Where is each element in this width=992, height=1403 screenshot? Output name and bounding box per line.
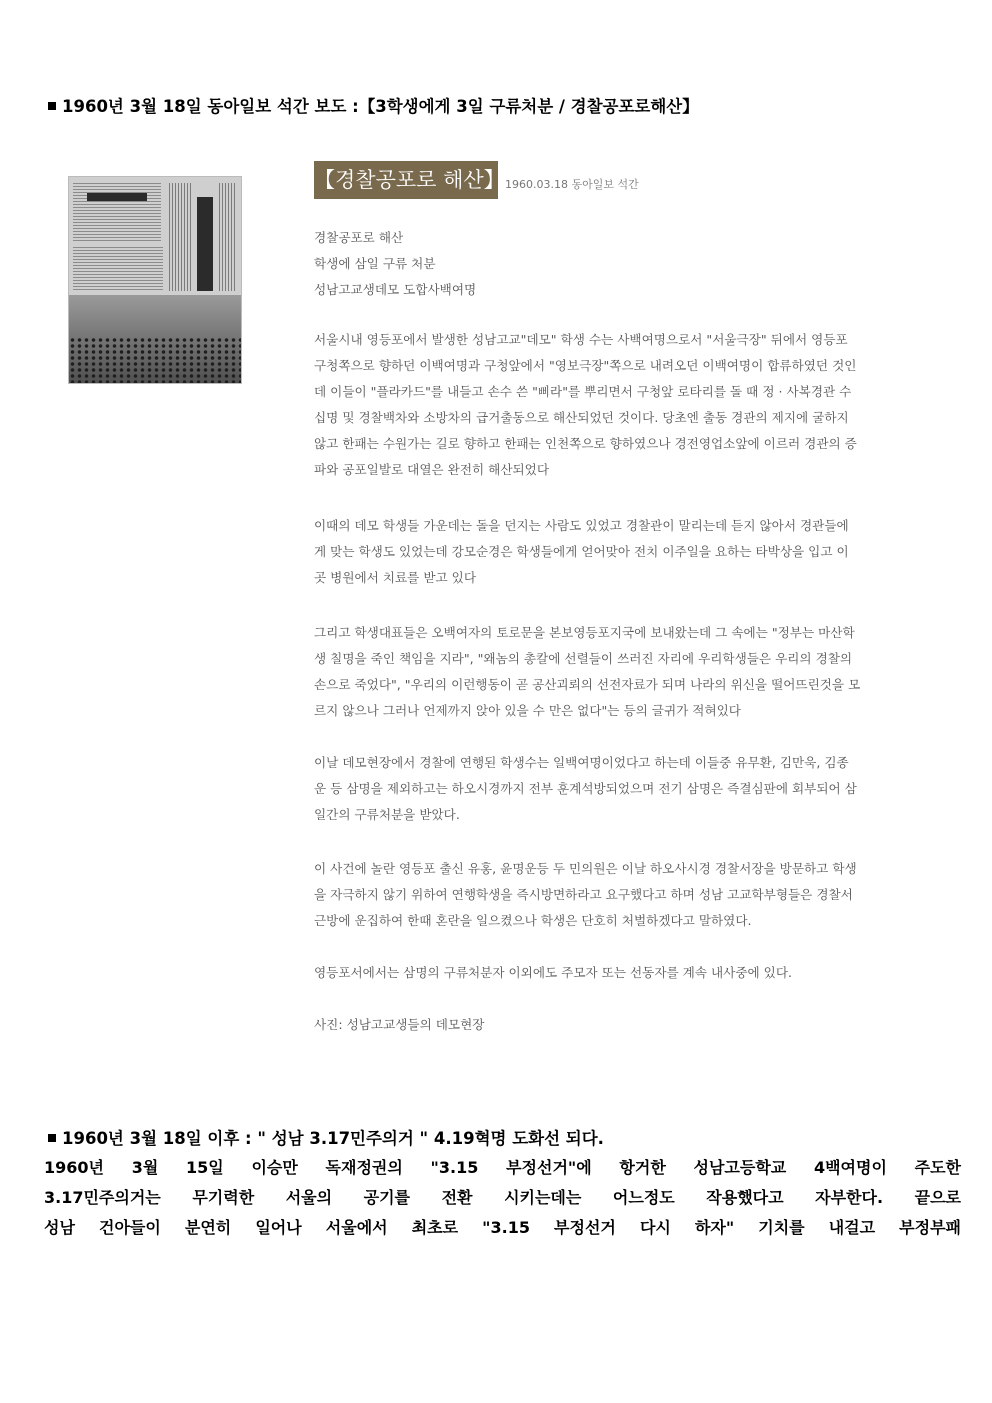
section-heading-1	[48, 93, 699, 117]
paragraph-line: 3.17민주의거는 무기력한 서울의 공기를 전환 시키는데는 어느정도 작용했다고 자부한다. 끝으로	[44, 1188, 961, 1207]
paragraph-line: 1960년 3월 15일 이승만 독재정권의 "3.15 부정선거"에 항거한 성남고등학교 4백여명이 주도한	[44, 1158, 961, 1177]
article-paragraph	[314, 960, 924, 986]
square-bullet-icon	[48, 1134, 56, 1142]
paragraph-line: 을 자극하지 않기 위하여 연행학생을 즉시방면하라고 요구했다고 하며 성남 고교학부형들은 경찰서	[314, 887, 853, 902]
headline-line: 학생에 삼일 구류 처분	[314, 256, 436, 271]
article-paragraph	[314, 620, 924, 724]
headline-line: 성남고교생데모 도합사백여명	[314, 282, 477, 297]
paragraph-line: 영등포서에서는 삼명의 구류처분자 이외에도 주모자 또는 선동자를 계속 내사중에 있다.	[314, 965, 792, 980]
square-bullet-icon	[48, 102, 56, 110]
paragraph-line: 근방에 운집하여 한때 혼란을 일으켰으나 학생은 단호히 처벌하겠다고 말하였다.	[314, 913, 752, 928]
paragraph-line: 이날 데모현장에서 경찰에 연행된 학생수는 일백여명이었다고 하는데 이들중 유무환, 김만욱, 김종	[314, 755, 849, 770]
closing-paragraph	[44, 1153, 961, 1243]
paragraph-line: 일간의 구류처분을 받았다.	[314, 807, 460, 822]
paragraph-line: 그리고 학생대표들은 오백여자의 토로문을 본보영등포지국에 보내왔는데 그 속에는 "정부는 마산학	[314, 625, 855, 640]
paragraph-line: 운 등 삼명을 제외하고는 하오시경까지 전부 훈계석방되었으며 전기 삼명은 즉결심판에 회부되어 삼	[314, 781, 857, 796]
paragraph-line: 이때의 데모 학생들 가운데는 돌을 던지는 사람도 있었고 경찰관이 말리는데 듣지 않아서 경관들에	[314, 518, 849, 533]
paragraph-line: 데 이들이 "플라카드"를 내들고 손수 쓴 "삐라"를 뿌리면서 구청앞 로타리를 돌 때 정 · 사복경관 수	[314, 384, 852, 399]
paragraph-line: 곳 병원에서 치료를 받고 있다	[314, 570, 476, 585]
article-paragraph	[314, 327, 924, 483]
paragraph-line: 구청쪽으로 향하던 이백여명과 구청앞에서 "영보극장"쪽으로 내려오던 이백여명이 합류하였던 것인	[314, 358, 857, 373]
photo-caption	[314, 1012, 924, 1038]
paragraph-line: 생 칠명을 죽인 책임을 지라", "왜놈의 총칼에 선렬들이 쓰러진 자리에 우리학생들은 우리의 경찰의	[314, 651, 853, 666]
paragraph-line: 성남 건아들이 분연히 일어나 서울에서 최초로 "3.15 부정선거 다시 하자" 기치를 내걸고 부정부패	[44, 1218, 961, 1237]
newspaper-clipping-image	[68, 176, 242, 384]
section-heading-2	[48, 1125, 604, 1149]
paragraph-line: 게 맞는 학생도 있었는데 강모순경은 학생들에게 얻어맞아 전치 이주일을 요하는 타박상을 입고 이	[314, 544, 849, 559]
caption-text: 사진: 성남고교생들의 데모현장	[314, 1017, 485, 1032]
article-source-date: 1960.03.18 동아일보 석간	[505, 178, 639, 191]
article-headlines	[314, 225, 924, 303]
paragraph-line: 르지 않으나 그러나 언제까지 앉아 있을 수 만은 없다"는 등의 글귀가 적혀있다	[314, 703, 741, 718]
article-paragraph	[314, 750, 924, 828]
heading-1-text: 1960년 3월 18일 동아일보 석간 보도 :【3학생에게 3일 구류처분 / 경찰공포로해산】	[62, 97, 699, 116]
article-paragraph	[314, 513, 924, 591]
paragraph-line: 십명 및 경찰백차와 소방차의 급거출동으로 해산되었던 것이다. 당초엔 출동 경관의 제지에 굴하지	[314, 410, 849, 425]
headline-line: 경찰공포로 해산	[314, 230, 404, 245]
heading-2-text: 1960년 3월 18일 이후 : " 성남 3.17민주의거 " 4.19혁명 도화선 되다.	[62, 1129, 604, 1148]
paragraph-line: 파와 공포일발로 대열은 완전히 해산되었다	[314, 462, 549, 477]
article-title-banner: 【경찰공포로 해산】	[314, 161, 498, 199]
paragraph-line: 않고 한패는 수원가는 길로 향하고 한패는 인천쪽으로 향하였으나 경전영업소앞에 이르러 경관의 증	[314, 436, 857, 451]
paragraph-line: 이 사건에 놀란 영등포 출신 유홍, 윤명운등 두 민의원은 이날 하오사시경 경찰서장을 방문하고 학생	[314, 861, 857, 876]
paragraph-line: 서울시내 영등포에서 발생한 성남고교"데모" 학생 수는 사백여명으로서 "서울극장" 뒤에서 영등포	[314, 332, 848, 347]
article-paragraph	[314, 856, 924, 934]
paragraph-line: 손으로 죽었다", "우리의 이런행동이 곧 공산괴뢰의 선전자료가 되며 나라의 위신을 떨어뜨린것을 모	[314, 677, 861, 692]
